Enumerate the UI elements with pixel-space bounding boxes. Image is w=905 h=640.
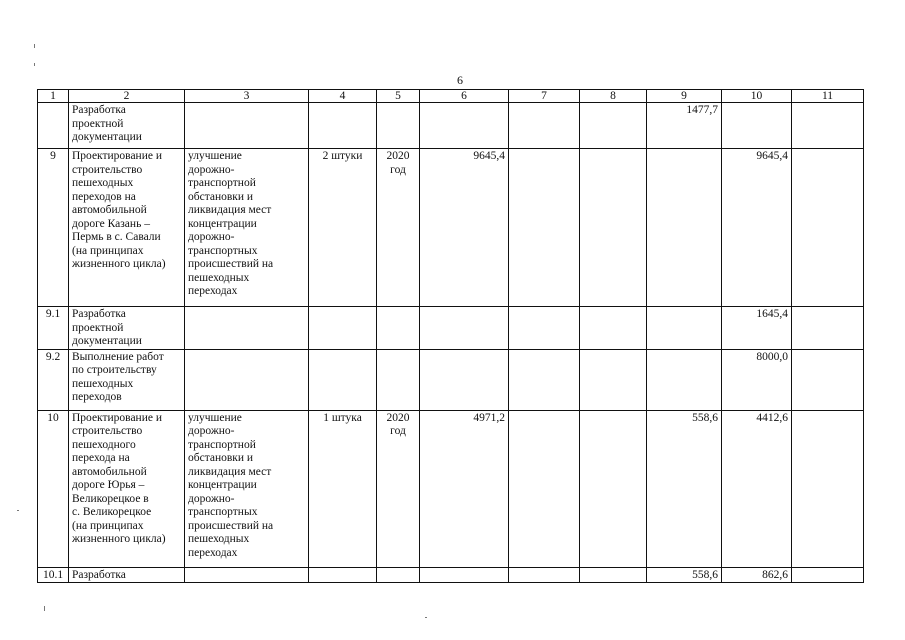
quantity — [309, 567, 377, 583]
col10-value: 862,6 — [722, 567, 792, 583]
item-purpose — [185, 307, 309, 350]
total-cost — [420, 307, 509, 350]
col11-value — [792, 410, 864, 567]
total-cost — [420, 349, 509, 410]
item-name: Проектирование и строительство пешеходного перехода на автомобильной дороге Юрья – Великорецкое в с. Великорецкое (на принципах жизненного цикла) — [69, 410, 185, 567]
table-row — [38, 567, 864, 583]
item-purpose — [185, 103, 309, 149]
table-row — [38, 349, 864, 410]
col9-value: 558,6 — [647, 410, 722, 567]
total-cost: 4971,2 — [420, 410, 509, 567]
scan-speck — [44, 606, 45, 611]
item-name: Разработка проектной документации — [69, 103, 185, 149]
col8-value — [580, 567, 647, 583]
col10-value: 4412,6 — [722, 410, 792, 567]
item-name: Проектирование и строительство пешеходных переходов на автомобильной дороге Казань – Пермь в с. Савали (на принципах жизненного цикла) — [69, 149, 185, 307]
table-row — [38, 410, 864, 567]
col11-value — [792, 307, 864, 350]
col9-value — [647, 149, 722, 307]
total-cost — [420, 567, 509, 583]
quantity — [309, 349, 377, 410]
column-header: 1 — [38, 90, 69, 103]
quantity — [309, 103, 377, 149]
item-name: Выполнение работ по строительству пешеходных переходов — [69, 349, 185, 410]
item-purpose: улучшение дорожно- транспортной обстановки и ликвидация мест концентрации дорожно- транспортных происшествий на пешеходных переходах — [185, 410, 309, 567]
column-header: 6 — [420, 90, 509, 103]
column-header: 5 — [377, 90, 420, 103]
total-cost — [420, 103, 509, 149]
col8-value — [580, 307, 647, 350]
table-row — [38, 103, 864, 149]
column-header: 4 — [309, 90, 377, 103]
item-name: Разработка проектной документации — [69, 307, 185, 350]
col7-value — [509, 307, 580, 350]
quantity: 2 штуки — [309, 149, 377, 307]
scan-speck — [425, 617, 427, 618]
col9-value: 558,6 — [647, 567, 722, 583]
year — [377, 567, 420, 583]
col8-value — [580, 149, 647, 307]
row-number: 9.1 — [38, 307, 69, 350]
year: 2020 год — [377, 410, 420, 567]
col10-value: 8000,0 — [722, 349, 792, 410]
year: 2020 год — [377, 149, 420, 307]
col10-value: 1645,4 — [722, 307, 792, 350]
col10-value: 9645,4 — [722, 149, 792, 307]
table-row — [38, 307, 864, 350]
col7-value — [509, 103, 580, 149]
quantity: 1 штука — [309, 410, 377, 567]
col8-value — [580, 103, 647, 149]
quantity — [309, 307, 377, 350]
scan-speck — [34, 44, 35, 48]
column-header: 11 — [792, 90, 864, 103]
col11-value — [792, 149, 864, 307]
column-header: 2 — [69, 90, 185, 103]
column-number-row — [38, 90, 864, 103]
item-name: Разработка — [69, 567, 185, 583]
column-header: 9 — [647, 90, 722, 103]
column-header: 3 — [185, 90, 309, 103]
scan-speck — [34, 63, 35, 66]
col9-value: 1477,7 — [647, 103, 722, 149]
col7-value — [509, 349, 580, 410]
total-cost: 9645,4 — [420, 149, 509, 307]
year — [377, 349, 420, 410]
column-header: 10 — [722, 90, 792, 103]
item-purpose — [185, 567, 309, 583]
col8-value — [580, 349, 647, 410]
item-purpose — [185, 349, 309, 410]
col9-value — [647, 349, 722, 410]
row-number: 10.1 — [38, 567, 69, 583]
col8-value — [580, 410, 647, 567]
page-number: 6 — [457, 73, 463, 87]
col7-value — [509, 149, 580, 307]
col11-value — [792, 349, 864, 410]
col11-value — [792, 567, 864, 583]
column-header: 8 — [580, 90, 647, 103]
scan-speck — [17, 510, 19, 511]
program-table — [37, 89, 864, 583]
col10-value — [722, 103, 792, 149]
column-header: 7 — [509, 90, 580, 103]
row-number — [38, 103, 69, 149]
col7-value — [509, 410, 580, 567]
col7-value — [509, 567, 580, 583]
year — [377, 103, 420, 149]
col9-value — [647, 307, 722, 350]
row-number: 10 — [38, 410, 69, 567]
row-number: 9.2 — [38, 349, 69, 410]
table-row — [38, 149, 864, 307]
col11-value — [792, 103, 864, 149]
item-purpose: улучшение дорожно- транспортной обстановки и ликвидация мест концентрации дорожно- транспортных происшествий на пешеходных переходах — [185, 149, 309, 307]
row-number: 9 — [38, 149, 69, 307]
year — [377, 307, 420, 350]
